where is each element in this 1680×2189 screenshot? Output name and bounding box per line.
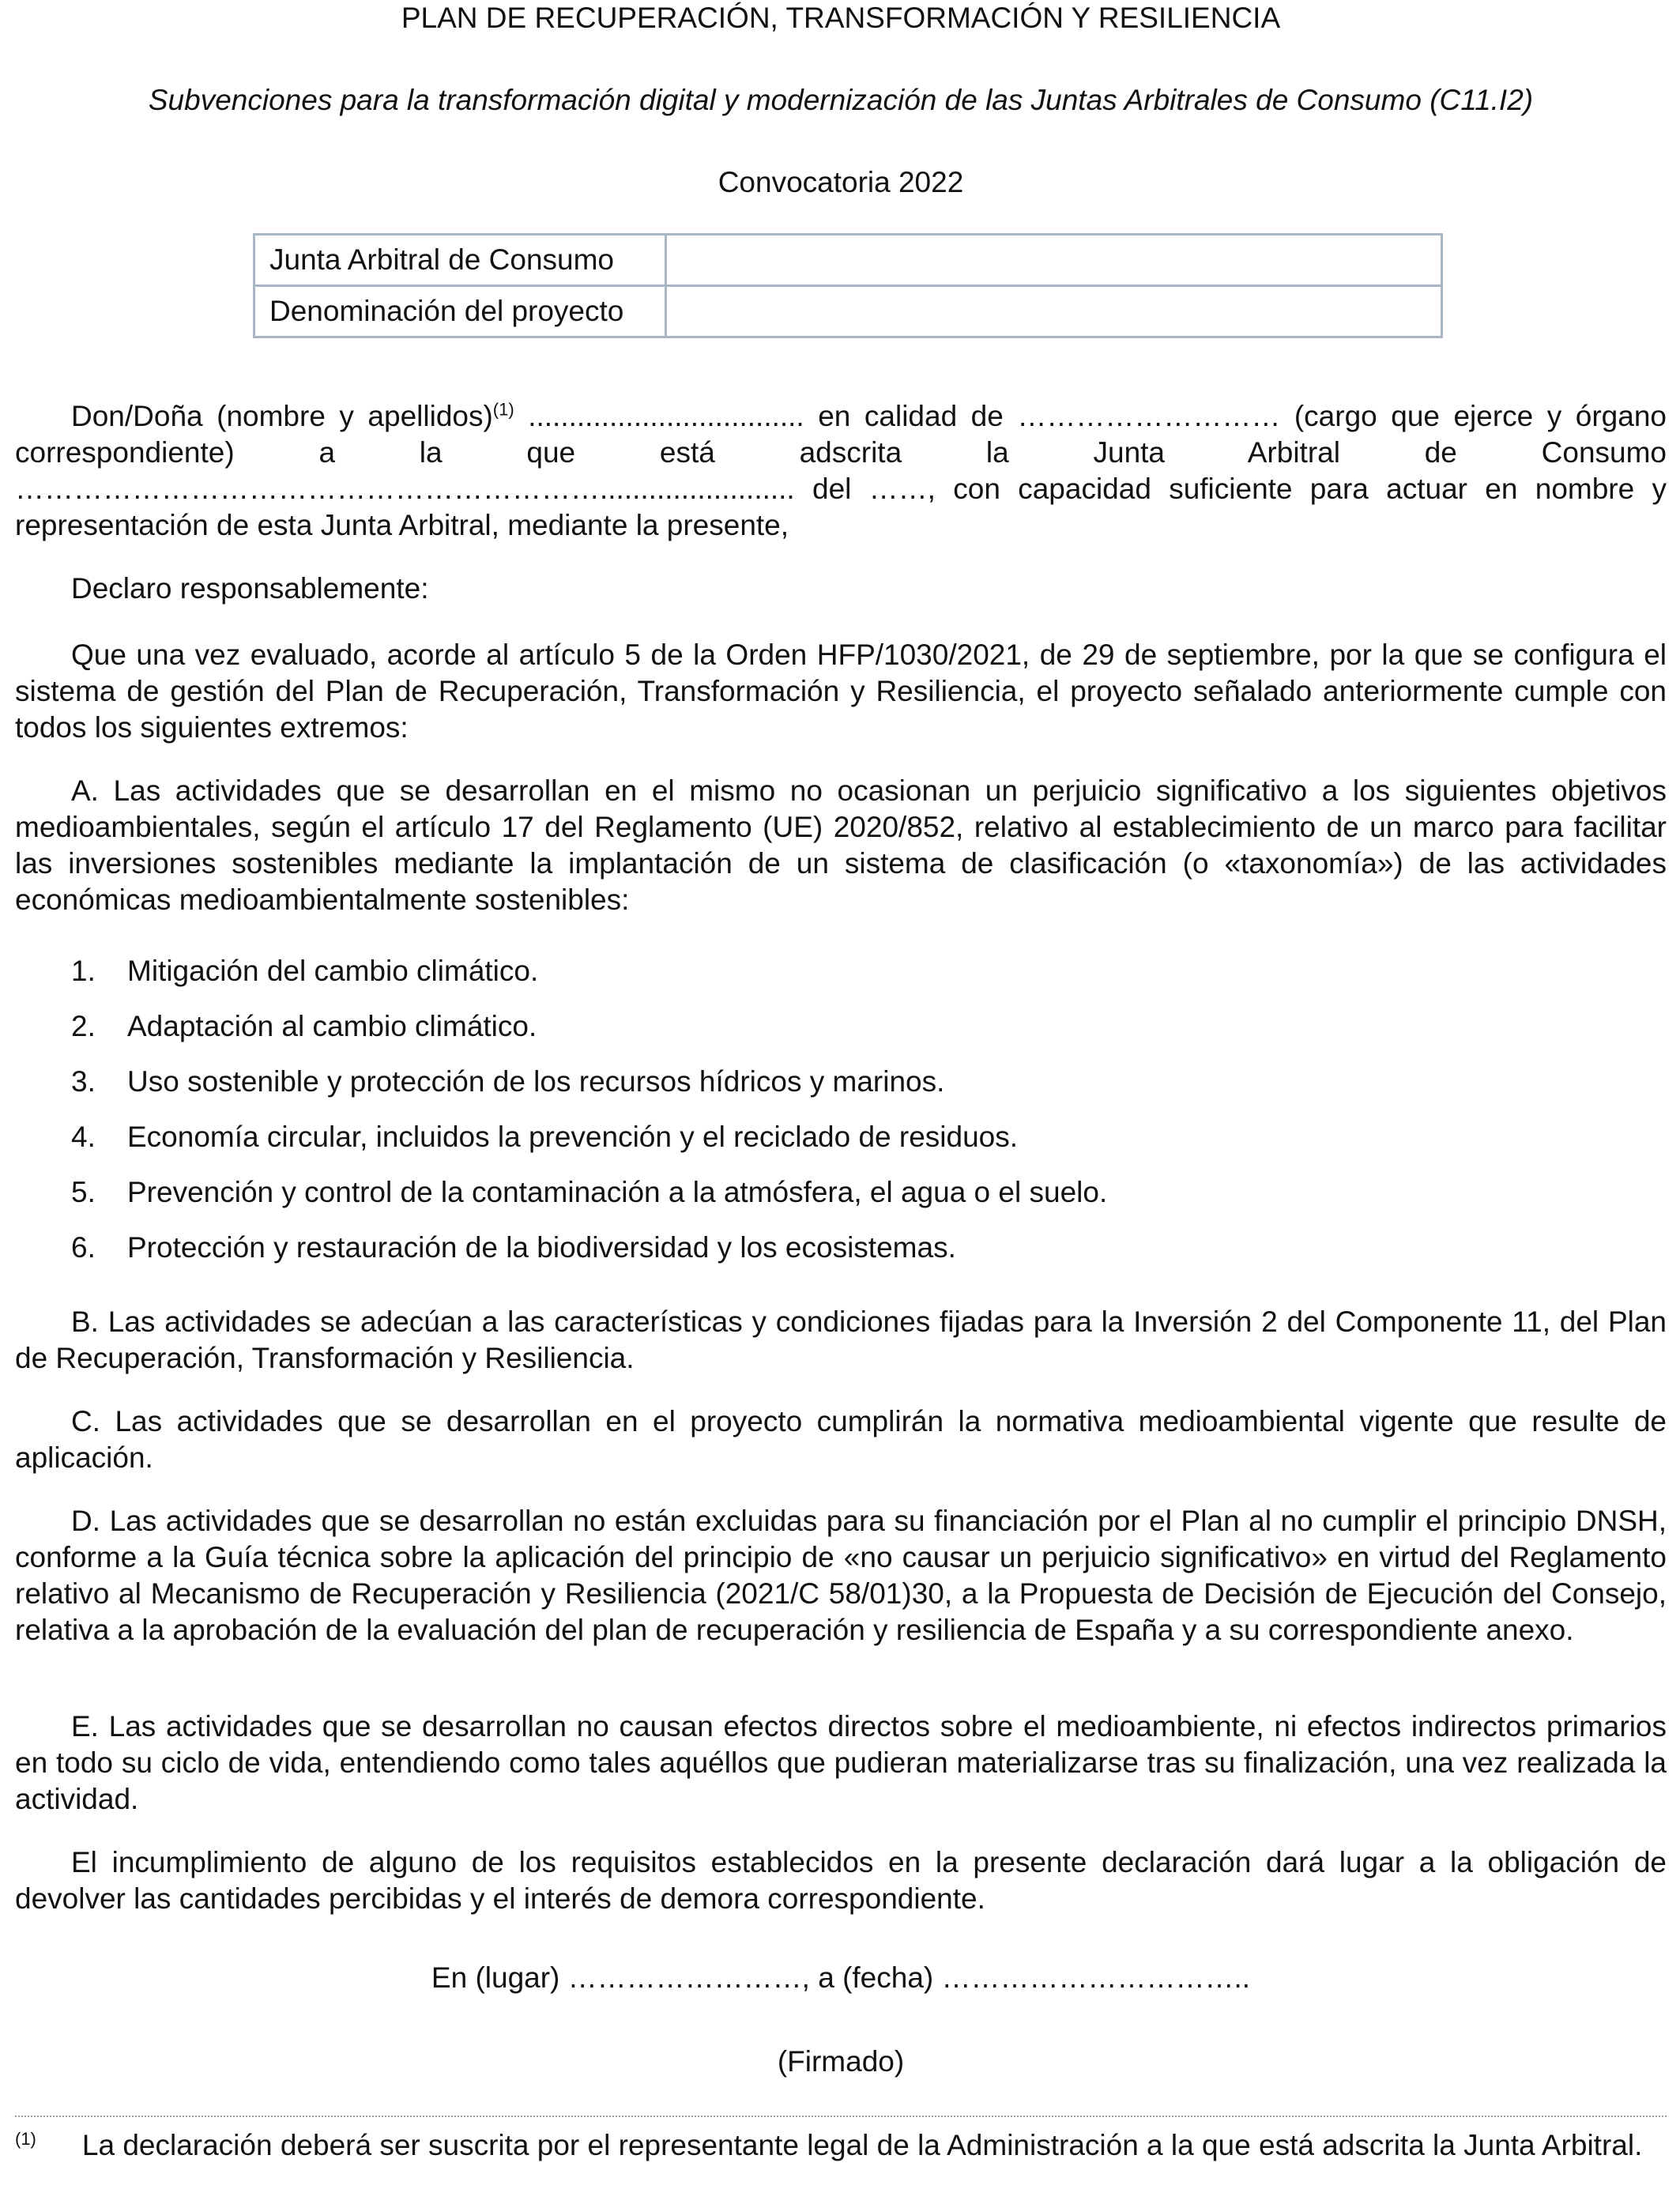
list-number: 2.	[71, 1010, 96, 1042]
footnote-text: La declaración deberá ser suscrita por el representante legal de la Administración a la que está adscrita la Junta Arbitral.	[81, 2129, 1643, 2161]
table-row	[254, 286, 1442, 337]
list-text: Uso sostenible y protección de los recursos hídricos y marinos.	[127, 1065, 945, 1098]
section-c: C. Las actividades que se desarrollan en el proyecto cumplirán la normativa medioambiental vigente que resulte de aplicación.	[15, 1405, 1667, 1474]
footnote-mark: (1)	[15, 2128, 36, 2149]
list-item	[71, 1230, 1573, 1285]
list-number: 6.	[71, 1231, 96, 1264]
junta-label: Junta Arbitral de Consumo	[254, 235, 666, 286]
list-text: Protección y restauración de la biodiversidad y los ecosistemas.	[127, 1231, 956, 1264]
list-text: Economía circular, incluidos la prevención y el reciclado de residuos.	[127, 1121, 1019, 1153]
list-text: Prevención y control de la contaminación a la atmósfera, el agua o el suelo.	[127, 1176, 1108, 1208]
signature-line: (Firmado)	[777, 2045, 905, 2078]
list-item	[71, 953, 1573, 1008]
footnote-reference: (1)	[492, 399, 514, 420]
list-number: 3.	[71, 1065, 96, 1098]
list-number: 5.	[71, 1176, 96, 1208]
list-number: 4.	[71, 1121, 96, 1153]
list-number: 1.	[71, 955, 96, 987]
project-info-table	[253, 233, 1443, 338]
non-compliance-paragraph: El incumplimiento de alguno de los requisitos establecidos en la presente declaración dará lugar a la obligación de devolver las cantidades percibidas y el interés de demora correspondiente.	[15, 1846, 1667, 1915]
list-text: Mitigación del cambio climático.	[127, 955, 539, 987]
objectives-list	[71, 953, 1573, 1285]
document-title: PLAN DE RECUPERACIÓN, TRANSFORMACIÓN Y RESILIENCIA	[401, 2, 1281, 34]
junta-value-field[interactable]	[666, 235, 1442, 286]
call-year: Convocatoria 2022	[718, 166, 964, 198]
footnote-separator	[15, 2116, 1667, 2117]
section-e: E. Las actividades que se desarrollan no causan efectos directos sobre el medioambiente, ni efectos indirectos primarios en todo su ciclo de vida, entendiendo como tales aquéllos que pudieran materializarse tras su finalización, una vez realizada la actividad.	[15, 1710, 1667, 1815]
footnote	[15, 2127, 1667, 2164]
project-name-label: Denominación del proyecto	[254, 286, 666, 337]
document-subtitle: Subvenciones para la transformación digital y modernización de las Juntas Arbitrales de Consumo (C11.I2)	[148, 84, 1534, 116]
section-b: B. Las actividades se adecúan a las características y condiciones fijadas para la Inversión 2 del Componente 11, del Plan de Recuperación, Transformación y Resiliencia.	[15, 1305, 1667, 1374]
intro-part1: Don/Doña (nombre y apellidos)	[71, 400, 493, 432]
place-and-date: En (lugar) ……………………, a (fecha) …………………………..	[431, 1961, 1251, 1994]
declaration-heading: Declaro responsablemente:	[71, 572, 429, 605]
evaluation-paragraph: Que una vez evaluado, acorde al artículo 5 de la Orden HFP/1030/2021, de 29 de septiembre, por la que se configura el sistema de gestión del Plan de Recuperación, Transformación y Resiliencia, el proyecto señalado anteriormente cumple con todos los siguientes extremos:	[15, 639, 1667, 744]
list-item	[71, 1174, 1573, 1230]
list-item	[71, 1064, 1573, 1119]
table-row	[254, 235, 1442, 286]
list-text: Adaptación al cambio climático.	[127, 1010, 537, 1042]
section-d: D. Las actividades que se desarrollan no están excluidas para su financiación por el Plan al no cumplir el principio DNSH, conforme a la Guía técnica sobre la aplicación del principio de «no causar un perjuicio significativo» en virtud del Reglamento relativo al Mecanismo de Recuperación y Resiliencia (2021/C 58/01)30, a la Propuesta de Decisión de Ejecución del Consejo, relativa a la aprobación de la evaluación del plan de recuperación y resiliencia de España y a su correspondiente anexo.	[15, 1505, 1667, 1646]
project-name-value-field[interactable]	[666, 286, 1442, 337]
list-item	[71, 1008, 1573, 1064]
section-a: A. Las actividades que se desarrollan en el mismo no ocasionan un perjuicio significativo a los siguientes objetivos medioambientales, según el artículo 17 del Reglamento (UE) 2020/852, relativo al establecimiento de un marco para facilitar las inversiones sostenibles mediante la implantación de un sistema de clasificación (o «taxonomía») de las actividades económicas medioambientalmente sostenibles:	[15, 774, 1667, 916]
list-item	[71, 1119, 1573, 1174]
intro-part2: .................................. en calidad de ……………………… (cargo que ejerce y órgano correspondiente) a la que está adscrita la Junta Arbitral de Consumo ……………………………………………………........................ del ……, con capacidad suficiente para actuar en nombre y representación de esta Junta Arbitral, mediante la presente,	[15, 400, 1667, 541]
intro-paragraph	[15, 398, 1667, 544]
